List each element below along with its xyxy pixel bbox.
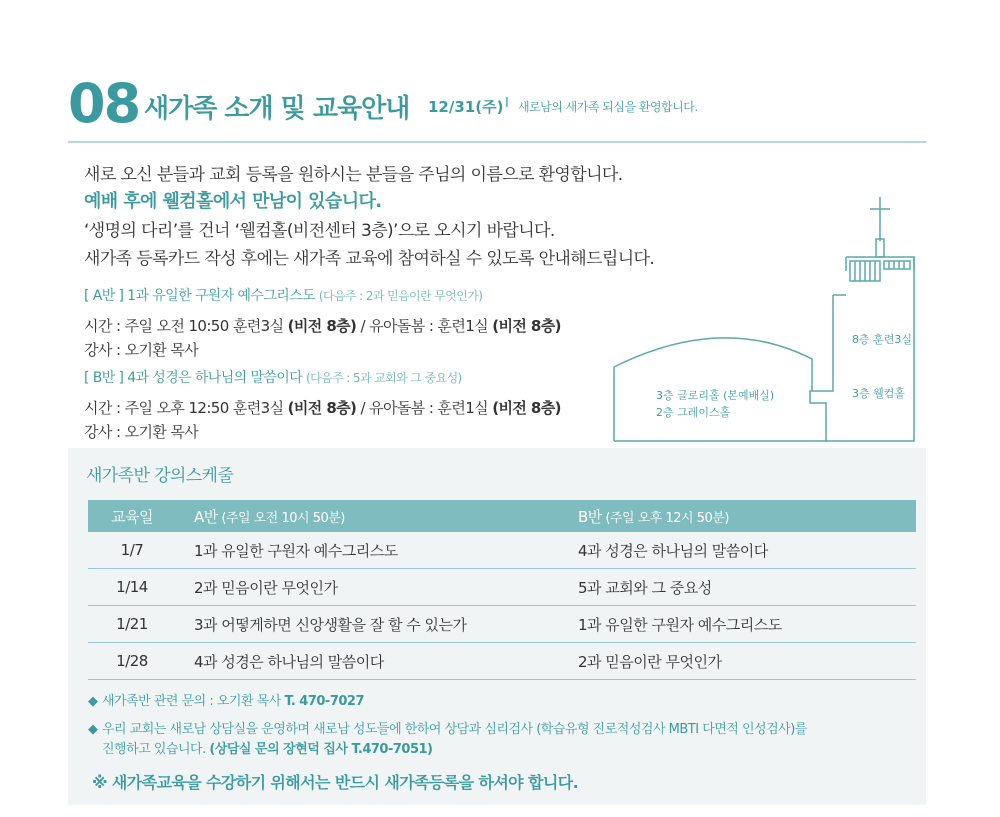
note2-text: 우리 교회는 새로남 상담실을 운영하며 새로남 성도들에 한하여 상담과 심리검사 (학습유형 진로적성검사 MBTI 다면적 인성검사)를 — [102, 722, 807, 737]
table-header-row — [88, 500, 916, 532]
table-row — [88, 532, 916, 569]
class-a-time-prefix: 시간 : 주일 오전 10:50 훈련3실 — [84, 317, 288, 335]
class-a-time — [84, 315, 561, 336]
class-b-title — [84, 367, 462, 387]
diamond-bullet-icon: ◆ — [88, 722, 98, 737]
tower-top — [876, 239, 884, 257]
registration-warning: ※ 새가족교육을 수강하기 위해서는 반드시 새가족등록을 하셔야 합니다. — [92, 773, 579, 792]
class-a-teacher: 강사 : 오기환 목사 — [84, 341, 199, 359]
header-separator: I — [505, 96, 509, 111]
label-glory-hall: 3층 글로리홀 (본예배실) — [656, 389, 775, 402]
label-3f-welcome: 3층 웰컴홀 — [852, 387, 905, 400]
label-8f: 8층 훈련3실 — [852, 333, 912, 346]
header-a-sub: (주일 오전 10시 50분) — [217, 510, 345, 526]
class-b-next: (다음주 : 5과 교회와 그 중요성) — [306, 371, 462, 385]
intro-line-4: 새가족 등록카드 작성 후에는 새가족 교육에 참여하실 수 있도록 안내해드립니다. — [84, 249, 655, 269]
note1-phone: T. 470-7027 — [284, 694, 365, 709]
note1-text: 새가족반 관련 문의 : 오기환 목사 — [102, 694, 285, 709]
building-diagram — [612, 195, 918, 445]
row-class-b: 5과 교회와 그 중요성 — [560, 569, 916, 606]
table-row — [88, 643, 916, 680]
header-b-sub: (주일 오후 12시 50분) — [601, 510, 729, 526]
section-number: 08 — [68, 72, 140, 135]
class-a-title — [84, 285, 482, 305]
row-class-b: 1과 유일한 구원자 예수그리스도 — [560, 606, 916, 643]
header-class-a — [176, 500, 560, 532]
note2-text2: 진행하고 있습니다. — [102, 742, 210, 757]
header-a-main: A반 — [194, 507, 218, 526]
class-a-next: (다음주 : 2과 믿음이란 무엇인가) — [318, 289, 483, 303]
row-day: 1/14 — [88, 569, 176, 606]
section-subtitle: 새로남의 새가족 되심을 환영합니다. — [518, 100, 698, 114]
intro-highlight: 예배 후에 웰컴홀에서 만남이 있습니다. — [84, 191, 382, 212]
schedule-table — [88, 500, 916, 680]
row-class-b: 2과 믿음이란 무엇인가 — [560, 643, 916, 680]
diamond-bullet-icon: ◆ — [88, 694, 98, 709]
class-b-time-mid: / 유아돌봄 : 훈련1실 — [356, 399, 493, 417]
row-class-a: 3과 어떻게하면 신앙생활을 잘 할 수 있는가 — [176, 606, 560, 643]
note-contact — [88, 692, 918, 712]
header-b-main: B반 — [578, 507, 602, 526]
class-a-room2: (비전 8층) — [492, 317, 561, 335]
label-grace-hall: 2층 그레이스홀 — [656, 406, 731, 419]
tower-outline — [810, 257, 914, 441]
row-day: 1/28 — [88, 643, 176, 680]
class-b-teacher: 강사 : 오기환 목사 — [84, 423, 199, 441]
intro-line-3: ‘생명의 다리’를 건너 ‘웰컴홀(비전센터 3층)’으로 오시기 바랍니다. — [84, 221, 555, 241]
intro-line-1: 새로 오신 분들과 교회 등록을 원하시는 분들을 주님의 이름으로 환영합니다. — [84, 165, 623, 185]
header-class-b — [560, 500, 916, 532]
section-title: 새가족 소개 및 교육안내 — [144, 94, 410, 124]
class-a-lesson: [ A반 ] 1과 유일한 구원자 예수그리스도 — [84, 288, 316, 304]
schedule-title: 새가족반 강의스케줄 — [86, 466, 234, 486]
class-b-room2: (비전 8층) — [492, 399, 561, 417]
row-class-a: 4과 성경은 하나님의 말씀이다 — [176, 643, 560, 680]
row-class-a: 1과 유일한 구원자 예수그리스도 — [176, 532, 560, 569]
class-b-time-prefix: 시간 : 주일 오후 12:50 훈련3실 — [84, 399, 288, 417]
class-a-room1: (비전 8층) — [287, 317, 357, 335]
class-b-lesson: [ B반 ] 4과 성경은 하나님의 말씀이다 — [84, 370, 303, 386]
class-b-room1: (비전 8층) — [287, 399, 357, 417]
row-day: 1/21 — [88, 606, 176, 643]
row-class-b: 4과 성경은 하나님의 말씀이다 — [560, 532, 916, 569]
section-date: 12/31(주) — [428, 98, 504, 116]
row-day: 1/7 — [88, 532, 176, 569]
note2-contact: (상담실 문의 장현덕 집사 T.470-7051) — [209, 742, 433, 757]
section-header — [68, 74, 928, 134]
note-counseling — [88, 720, 918, 760]
class-a-time-mid: / 유아돌봄 : 훈련1실 — [356, 317, 493, 335]
header-day: 교육일 — [88, 500, 176, 532]
table-row — [88, 569, 916, 606]
row-class-a: 2과 믿음이란 무엇인가 — [176, 569, 560, 606]
class-b-time — [84, 397, 561, 418]
tower-columns-right — [884, 261, 910, 269]
table-row — [88, 606, 916, 643]
